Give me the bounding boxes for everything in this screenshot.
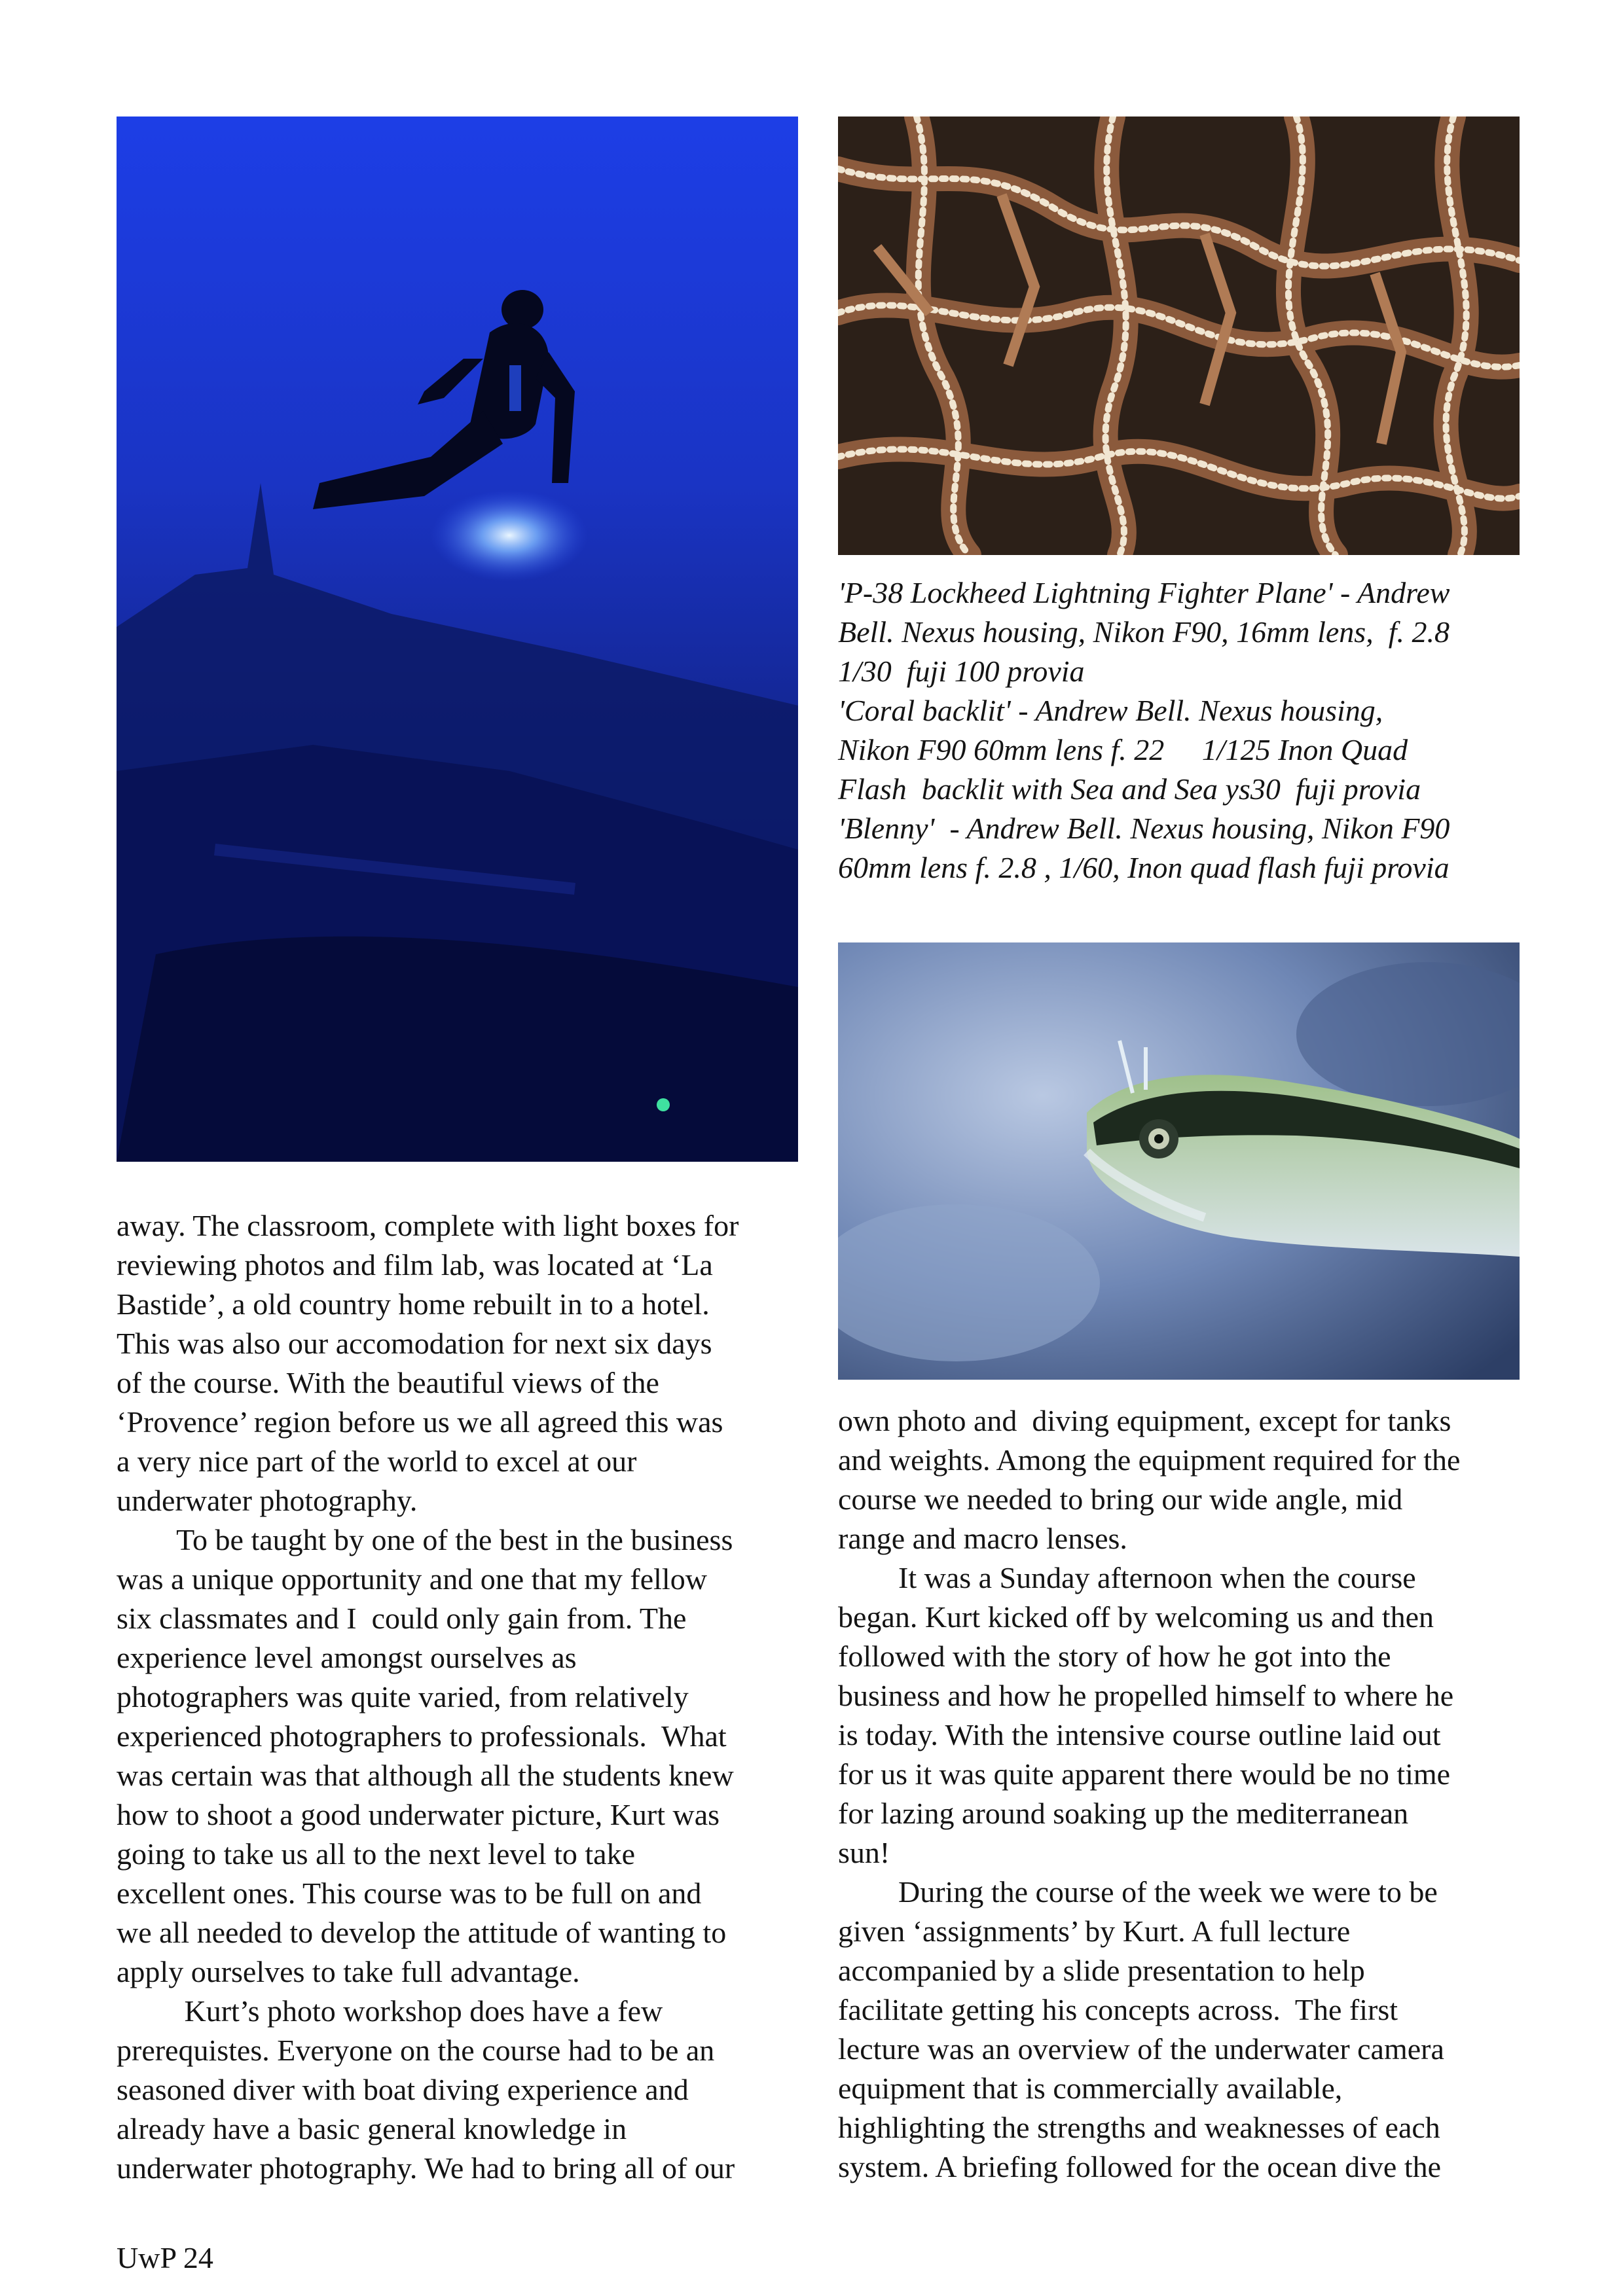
photo-captions [838, 573, 1532, 888]
scuba-diver-photo-icon [117, 117, 798, 1162]
body-text-left-column [117, 1206, 811, 2188]
text-line: began. Kurt kicked off by welcoming us and then [838, 1600, 1434, 1634]
caption-line: 'Blenny' - Andrew Bell. Nexus housing, Nikon F90 [838, 812, 1450, 845]
text-line: experienced photographers to professionals. What [117, 1719, 727, 1753]
text-line: for lazing around soaking up the mediterranean [838, 1797, 1409, 1830]
text-line: was certain was that although all the students knew [117, 1759, 734, 1792]
text-line: accompanied by a slide presentation to help [838, 1954, 1365, 1987]
photo-blenny [838, 942, 1520, 1380]
text-line: ‘Provence’ region before us we all agreed this was [117, 1405, 723, 1439]
text-line: facilitate getting his concepts across. The first [838, 1993, 1398, 2026]
text-line: To be taught by one of the best in the business [117, 1523, 733, 1556]
caption-line: 1/30 fuji 100 provia [838, 655, 1085, 688]
caption-line: Nikon F90 60mm lens f. 22 1/125 Inon Quad [838, 733, 1408, 766]
caption-line: Flash backlit with Sea and Sea ys30 fuji provia [838, 772, 1421, 806]
text-line: photographers was quite varied, from relatively [117, 1680, 689, 1713]
text-line: was a unique opportunity and one that my fellow [117, 1562, 707, 1596]
text-line: underwater photography. We had to bring all of our [117, 2151, 735, 2185]
text-line: lecture was an overview of the underwater camera [838, 2032, 1444, 2066]
text-line: going to take us all to the next level to take [117, 1837, 636, 1871]
text-line: is today. With the intensive course outline laid out [838, 1718, 1441, 1751]
text-line: highlighting the strengths and weaknesses of each [838, 2111, 1440, 2144]
text-line: a very nice part of the world to excel at our [117, 1444, 637, 1478]
text-line: equipment that is commercially available, [838, 2072, 1343, 2105]
body-text-right-column [838, 1401, 1532, 2187]
text-line: and weights. Among the equipment required for the [838, 1443, 1461, 1477]
text-line: apply ourselves to take full advantage. [117, 1955, 580, 1988]
text-line: business and how he propelled himself to where he [838, 1679, 1454, 1712]
caption-line: 60mm lens f. 2.8 , 1/60, Inon quad flash fuji provia [838, 851, 1450, 884]
caption-line: Bell. Nexus housing, Nikon F90, 16mm lens, f. 2.8 [838, 615, 1450, 649]
text-line: It was a Sunday afternoon when the course [838, 1561, 1416, 1594]
text-line: course we needed to bring our wide angle, mid [838, 1482, 1403, 1516]
text-line: Kurt’s photo workshop does have a few [117, 1994, 663, 2028]
text-line: seasoned diver with boat diving experience and [117, 2073, 689, 2106]
coral-fan-photo-icon [838, 117, 1520, 555]
text-line: six classmates and I could only gain from. The [117, 1602, 687, 1635]
text-line: experience level amongst ourselves as [117, 1641, 577, 1674]
text-line: already have a basic general knowledge in [117, 2112, 627, 2145]
text-line: how to shoot a good underwater picture, Kurt was [117, 1798, 720, 1831]
page-number: UwP 24 [117, 2241, 213, 2274]
text-line: prerequistes. Everyone on the course had to be an [117, 2034, 715, 2067]
text-line: excellent ones. This course was to be full on and [117, 1876, 702, 1910]
text-line: we all needed to develop the attitude of wanting to [117, 1916, 727, 1949]
blenny-fish-photo-icon [838, 942, 1520, 1380]
text-line: range and macro lenses. [838, 1522, 1127, 1555]
text-line: away. The classroom, complete with light boxes for [117, 1209, 739, 1242]
caption-line: 'P-38 Lockheed Lightning Fighter Plane' - Andrew [838, 576, 1450, 609]
text-line: During the course of the week we were to be [838, 1875, 1438, 1909]
text-line: given ‘assignments’ by Kurt. A full lecture [838, 1914, 1351, 1948]
photo-coral-backlit [838, 117, 1520, 555]
text-line: This was also our accomodation for next six days [117, 1327, 712, 1360]
text-line: sun! [838, 1836, 890, 1869]
text-line: reviewing photos and film lab, was located at ‘La [117, 1248, 713, 1282]
photo-diver-wreck [117, 117, 798, 1162]
caption-line: 'Coral backlit' - Andrew Bell. Nexus housing, [838, 694, 1383, 727]
text-line: Bastide’, a old country home rebuilt in to a hotel. [117, 1287, 710, 1321]
text-line: own photo and diving equipment, except for tanks [838, 1404, 1451, 1437]
text-line: followed with the story of how he got into the [838, 1640, 1391, 1673]
text-line: underwater photography. [117, 1484, 418, 1517]
text-line: system. A briefing followed for the ocean dive the [838, 2150, 1442, 2183]
text-line: of the course. With the beautiful views of the [117, 1366, 659, 1399]
text-line: for us it was quite apparent there would be no time [838, 1757, 1451, 1791]
